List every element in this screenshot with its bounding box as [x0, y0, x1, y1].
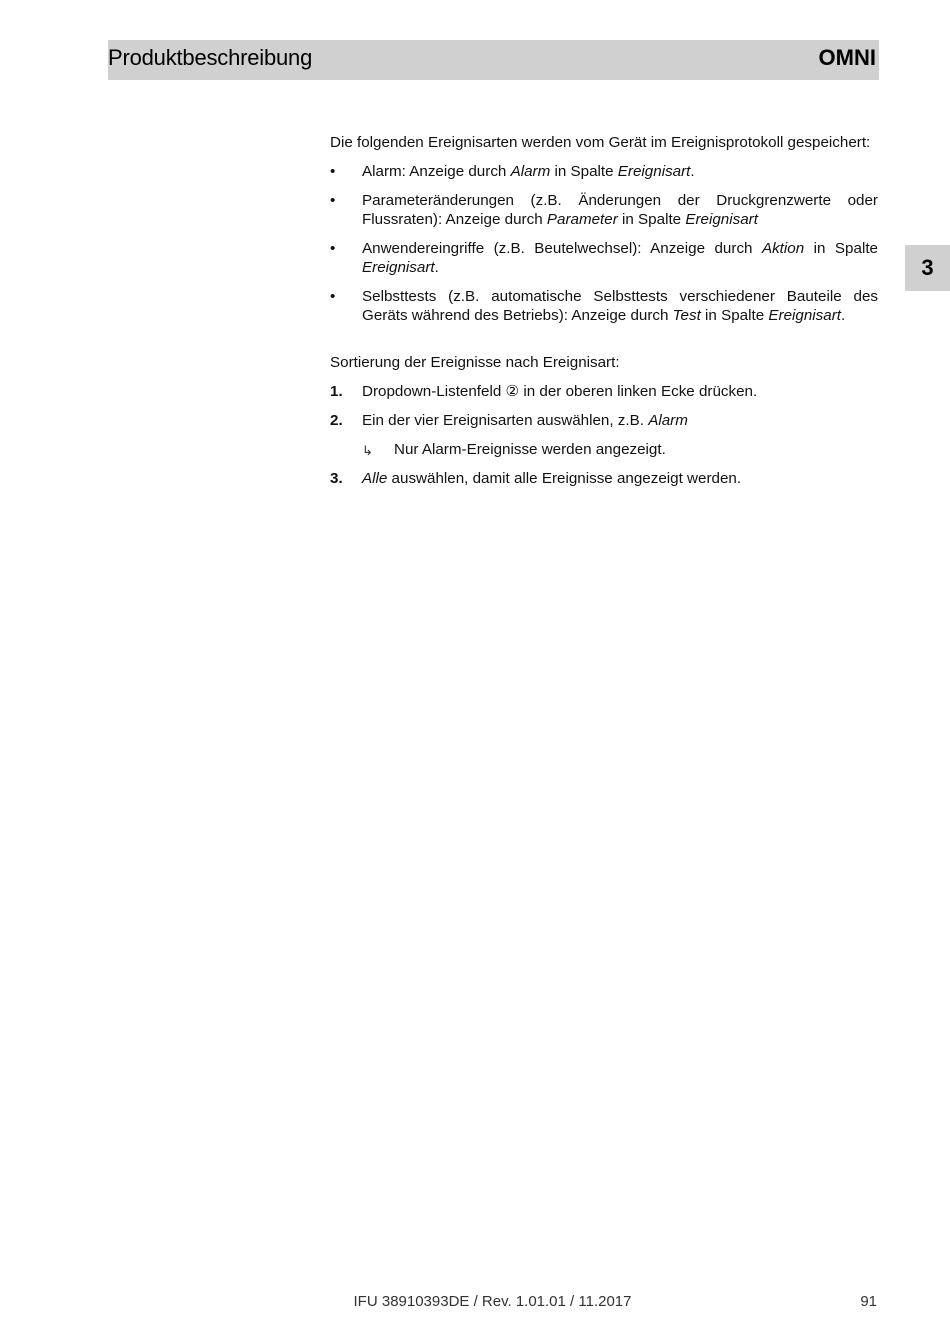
step-number: 1.	[330, 383, 343, 400]
bullet-emphasis: Ereignisart	[768, 307, 841, 324]
step-1	[330, 382, 878, 401]
bullet-item-action	[330, 239, 878, 277]
bullet-text: Alarm: Anzeige durch	[362, 163, 511, 180]
step-text: auswählen, damit alle Ereignisse angezeigt werden.	[387, 470, 742, 487]
bullet-emphasis: Parameter	[546, 211, 618, 228]
bullet-item-parameter	[330, 191, 878, 229]
bullet-emphasis: Aktion	[761, 240, 805, 257]
bullet-text: .	[434, 259, 439, 276]
bullet-text: in Spalte	[804, 240, 878, 257]
bullet-text: in Spalte	[617, 211, 686, 228]
step-number: 3.	[330, 470, 343, 487]
step-number: 2.	[330, 412, 343, 429]
result-arrow-icon: ↳	[362, 443, 373, 458]
bullet-icon: •	[330, 288, 336, 305]
bullet-icon: •	[330, 163, 336, 180]
bullet-text: in Spalte	[700, 307, 769, 324]
bullet-emphasis: Ereignisart	[362, 259, 435, 276]
bullet-text: .	[840, 307, 846, 324]
content-body	[330, 133, 878, 488]
bullet-emphasis: Ereignisart	[685, 211, 758, 228]
footer-document-id: IFU 38910393DE / Rev. 1.01.01 / 11.2017	[353, 1293, 632, 1310]
bullet-text: Parameteränderungen (z.B. Änderungen der Druckgrenzwerte oder Flussraten): Anzeige durch	[362, 192, 878, 228]
bullet-emphasis: Ereignisart	[617, 163, 691, 180]
bullet-text: Anwendereingriffe (z.B. Beutelwechsel): Anzeige durch	[362, 240, 762, 257]
bullet-text: .	[690, 163, 695, 180]
intro-paragraph: Die folgenden Ereignisarten werden vom Gerät im Ereignisprotokoll gespeichert:	[330, 134, 871, 151]
bullet-emphasis: Test	[672, 307, 701, 324]
page-number: 91	[860, 1293, 877, 1310]
sort-heading: Sortierung der Ereignisse nach Ereignisart:	[330, 354, 620, 371]
bullet-item-alarm	[330, 162, 878, 181]
step-2	[330, 411, 878, 430]
section-title: Produktbeschreibung	[108, 45, 313, 70]
bullet-text: in Spalte	[550, 163, 618, 180]
step-text: Ein der vier Ereignisarten auswählen, z.B.	[362, 412, 649, 429]
bullet-emphasis: Alarm	[510, 163, 551, 180]
step-text: Dropdown-Listenfeld ② in der oberen linken Ecke drücken.	[362, 383, 758, 400]
bullet-icon: •	[330, 192, 336, 209]
step-2-result	[330, 440, 878, 459]
product-name: OMNI	[818, 45, 876, 70]
step-emphasis: Alle	[362, 470, 388, 487]
page-header	[108, 40, 879, 80]
result-text: Nur Alarm-Ereignisse werden angezeigt.	[394, 441, 666, 458]
step-emphasis: Alarm	[648, 412, 688, 429]
chapter-tab: 3	[905, 245, 950, 291]
bullet-item-test	[330, 287, 878, 325]
step-3	[330, 469, 878, 488]
bullet-icon: •	[330, 240, 336, 257]
bullet-text: Selbsttests (z.B. automatische Selbsttests verschiedener Bauteile des Geräts während des Betriebs): Anzeige durch	[362, 288, 878, 324]
